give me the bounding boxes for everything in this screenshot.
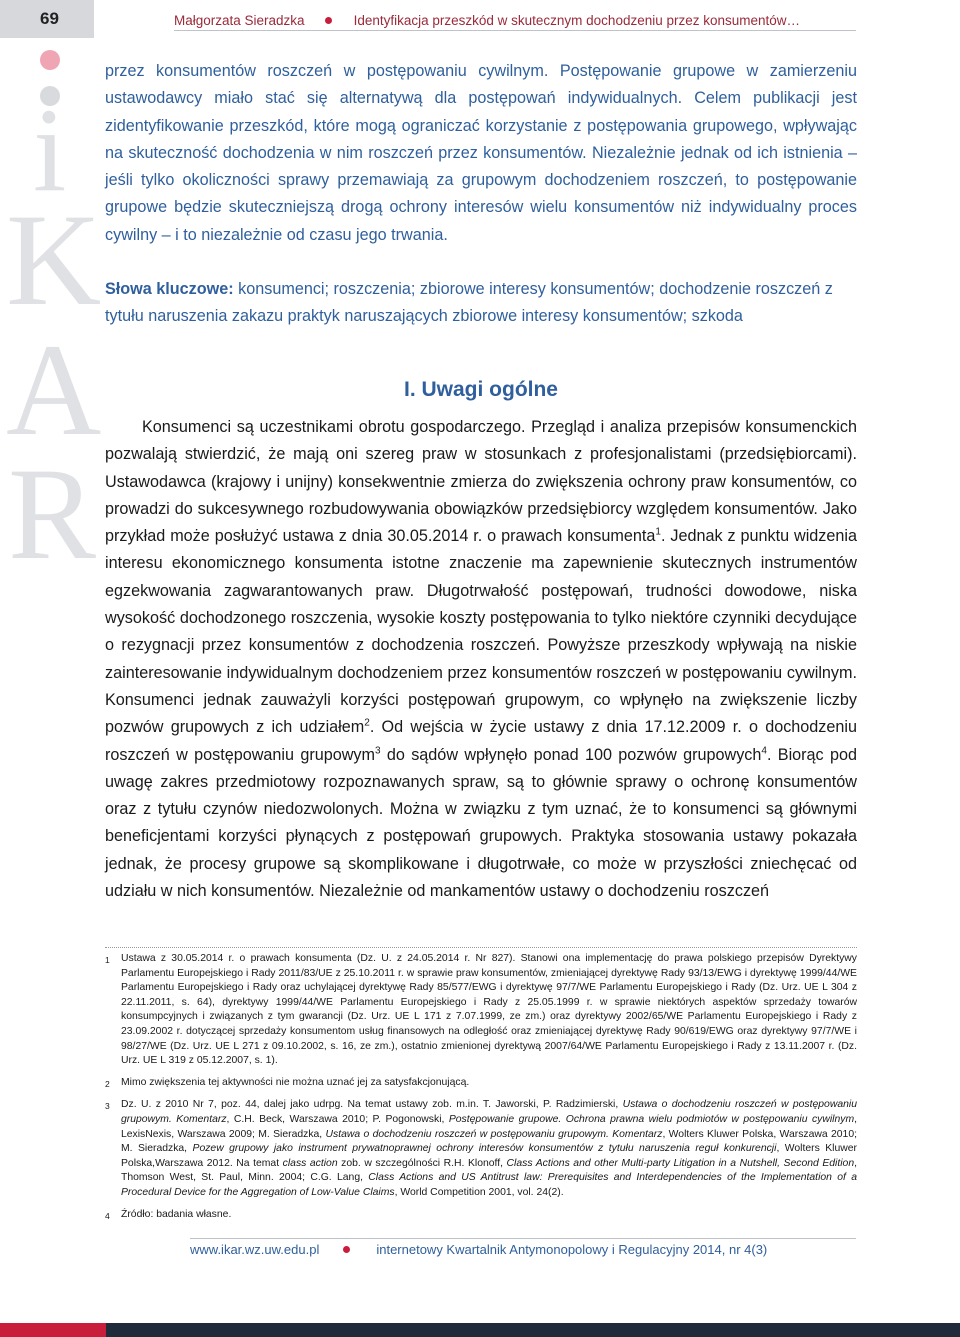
logo-letter-i: i [33,83,67,216]
fn3-italic: class action [282,1157,338,1169]
body-part-2: . Jednak z punktu widzenia interesu ekonomicznego konsumenta istotne znaczenie ma zapewnienie skutecznych instrumentów egzekwowania zagwarantowanych praw. Długotrwałość postępowań, trudności dowodowe, niska wysokość dochodzonego roszczenia, wysokie koszty postępowania to tylko niektóre czynniki decydujące o rezygnacji przez konsumentów z dochodzenia roszczeń. Powyższe przeszkody wpływają na niskie zainteresowanie indywidualnym dochodzeniem przez konsumentów roszczeń w postępowaniu cywilnym. Konsumenci jednak zauważyli korzyści postępowań grupowym, co wpłynęło na zwiększenie liczby pozwów grupowych z ich udziałem [105,527,858,737]
footnote-number: 4 [105,1210,110,1221]
fn3-italic: Ustawa o dochodzeniu roszczeń w postępowaniu grupowym. Komentarz [121,1099,857,1125]
fn3-italic: Class Actions and US Antitrust law: Prerequisites and Interdependencies of the Implementation of a Procedural Device for the Aggregation of Low-Value Claims [121,1172,857,1198]
footer-rule [190,1238,856,1239]
footnote-text: Mimo zwiększenia tej aktywności nie można uznać jej za satysfakcjonującą. [121,1076,470,1088]
footer-bullet-icon [343,1246,350,1253]
footnote-text: Ustawa z 30.05.2014 r. o prawach konsumenta (Dz. U. z 24.05.2014 r. Nr 827). Stanowi ona implementację do prawa polskiego przepisów Dyrektywy Parlamentu Europejskiego i Rady 2011/83/UE z 25.10.2011 r. w sprawie praw konsumentów, zmieniającej dyrektywę Rady 93/13/EWG i dyrektywę 1999/44/WE Parlamentu Europejskiego i Rady oraz uchylającej dyrektywę Rady 85/577/EWG i dyrektywę 97/7/WE Parlamentu Europejskiego i Rady (Dz. Urz. UE L 304 z 22.11.2011, s. 64), dyrektywy 1999/44/WE Parlamentu Europejskiego i Rady z 25.05.1999 r. w sprawie niektórych aspektów sprzedaży towarów konsumpcyjnych i związanych z tym gwarancji (Dz. Urz. UE L 171 z 7.07.1999, ze zm.) oraz dyrektywy 2002/65/WE Parlamentu Europejskiego i Rady z 23.09.2002 r. dotyczącej sprzedaży konsumentom usług finansowych na odległość oraz zmieniającej dyrektywę Rady 90/619/EWG oraz dyrektywy 97/7/WE i 98/27/WE (Dz. Urz. UE L 271 z 09.10.2002, s. 16, ze zm.), ostatnio zmienionej dyrektywą 2007/64/WE Parlamentu Europejskiego i Rady z 13.11.2007 r. (Dz. Urz. UE L 319 z 05.12.2007, s. 1). [121,953,857,1067]
fn3-italic: Pozew grupowy jako instrument prywatnoprawnej ochrony interesów konsumentów z tytułu naruszenia reguł konkurencji [192,1143,777,1155]
header-title: Identyfikacja przeszkód w skutecznym dochodzeniu przez konsumentów… [353,12,801,28]
footer-journal: internetowy Kwartalnik Antymonopolowy i Regulacyjny 2014, nr 4(3) [376,1241,768,1257]
footnote-ref-2[interactable]: 2 [364,717,370,729]
footnote-ref-1[interactable]: 1 [655,526,661,538]
footnote-text [121,1098,857,1200]
footnote-3 [105,1098,857,1200]
fn3-italic: Ustawa o dochodzeniu roszczeń w postępowaniu grupowym. Komentarz [325,1128,663,1140]
fn3-italic: Class Actions and other Multi-party Litigation in a Nutshell, Second Edition [506,1157,855,1169]
keywords-label: Słowa kluczowe: [105,280,234,298]
bottom-bar-accent [0,1323,106,1337]
footer [190,1240,856,1258]
footnote-ref-4[interactable]: 4 [761,745,767,757]
fn3-part: , Thomson West, St. Paul, Minn. 2004; C.G. Lang, [121,1157,857,1184]
fn3-italic: Postępowanie grupowe. Ochrona prawna wielu podmiotów w postępowaniu cywilnym [448,1113,855,1125]
footnote-text: Źródło: badania własne. [121,1208,232,1220]
header-author: Małgorzata Sieradzka [174,12,305,28]
logo-letter-k: K [6,186,102,333]
section-heading: I. Uwagi ogólne [403,378,558,401]
running-header [174,10,856,30]
footnotes [105,952,857,1230]
body-paragraph [105,414,857,905]
body-part-1: Konsumenci są uczestnikami obrotu gospodarczego. Przegląd i analiza przepisów konsumenckich pozwalają stwierdzić, że mają oni szereg praw w stosunkach z profesjonalistami (przedsiębiorcami). Ustawodawca (krajowy i unijny) konsekwentnie zmierza do zwiększenia ochrony praw konsumentów, co prowadzi do sukcesywnego rozbudowywania obowiązków przedsiębiorcy względem konsumentów. Jako przykład może posłużyć ustawa z dnia 30.05.2014 r. o prawach konsumenta [105,418,857,546]
body-part-4: do sądów wpłynęło ponad 100 pozwów grupowych [380,745,762,764]
footnote-2 [105,1076,857,1092]
keywords-text: konsumenci; roszczenia; zbiorowe interesy konsumentów; dochodzenie roszczeń z tytułu naruszenia zakazu praktyk naruszających zbiorowe interesy konsumentów; szkoda [105,280,833,326]
footer-url[interactable]: www.ikar.wz.uw.edu.pl [190,1241,320,1257]
fn3-part: Dz. U. z 2010 Nr 7, poz. 44, dalej jako udrpg. Na temat ustawy zob. m.in. T. Jaworski, P. Radzimierski, [121,1099,623,1111]
footnote-ref-3[interactable]: 3 [375,745,381,757]
logo-letter-r: R [8,440,97,587]
fn3-part: , Wolters Kluwer Polska, Warszawa 2010; M. Sieradzka, [121,1128,857,1155]
footnote-1 [105,952,857,1069]
footnote-number: 1 [105,955,110,965]
fn3-part: , C.H. Beck, Warszawa 2010; P. Pogonowski, [226,1113,449,1125]
header-rule [174,30,856,31]
abstract: przez konsumentów roszczeń w postępowaniu cywilnym. Postępowanie grupowe w zamierzeniu ustawodawcy miało stać się alternatywą dla postępowań indywidualnych. Celem publikacji jest zidentyfikowanie przeszkód, które mogą ograniczać korzystanie z postępowania grupowego, wpływając na skuteczność dochodzenia w nim roszczeń przez konsumentów. Niezależnie jednak od ich istnienia – jeśli tylko okoliczności sprawy przemawiają za grupowym dochodzeniem roszczeń, to postępowanie grupowe będzie skuteczniejszą drogą ochrony interesów wielu konsumentów niż indywidualny proces cywilny – i to niezależnie od czasu jego trwania. [105,62,857,244]
bottom-bar [0,1323,960,1337]
footnote-number: 2 [105,1078,110,1089]
header-bullet-icon [325,17,332,24]
keywords [105,276,857,331]
fn3-part: zob. w szczególności R.H. Klonoff, [337,1157,507,1169]
footnote-4 [105,1208,857,1224]
page-number: 69 [0,0,94,38]
body-part-3: . Od wejścia w życie ustawy z dnia 17.12.2009 r. o dochodzeniu roszczeń w postępowaniu grupowym [105,718,858,764]
logo-dot-pink-icon [40,50,60,70]
fn3-part: , LexisNexis, Warszawa 2009; M. Sieradzka, [121,1113,857,1140]
body-part-5: . Biorąc pod uwagę zakres przedmiotowy rozpoznawanych spraw, są to głównie sprawy o ochronę konsumentów oraz z tytułu czynów niedozwolonych. Można w związku z tym uznać, że to konsumenci są głównymi beneficjentami korzyści płynących z postępowań grupowych. Praktyka stosowania ustawy pokazała jednak, że procesy grupowe są skomplikowane i długotrwałe, co może w przyszłości zniechęcać od udziału w nich konsumentów. Niezależnie od mankamentów ustawy o dochodzeniu roszczeń [105,745,857,901]
footnote-number: 3 [105,1101,110,1112]
footnote-rule [105,947,857,948]
logo-letter-a: A [6,316,102,463]
fn3-part: , World Competition 2001, vol. 24(2). [394,1186,564,1198]
fn3-part: , Wolters Kluwer Polska,Warszawa 2012. Na temat [121,1143,857,1169]
